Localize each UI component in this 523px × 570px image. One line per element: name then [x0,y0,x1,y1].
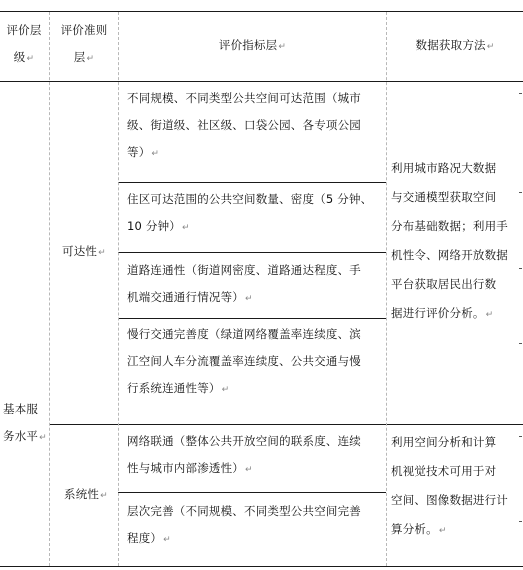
header-method: 数据获取方法↵ [415,38,495,52]
column-guide [118,12,119,566]
edge-tick [519,343,522,344]
indicator-item-4: 慢行交通完善度（绿道网络覆盖率连续度、滨 江空间人车分流覆盖率连续度、公共交通与慢 行系统连通性等）↵ [127,327,361,395]
header-indicator: 评价指标层↵ [218,38,287,52]
row-divider [118,492,386,493]
edge-tick [519,93,522,94]
row-divider [118,182,386,183]
indicator-item-1: 不同规模、不同类型公共空间可达范围（城市 级、街道级、社区级、口袋公园、各专项公园 等）↵ [127,91,361,159]
row-divider [118,252,386,253]
column-guide [49,12,50,566]
criterion-accessibility: 可达性↵ [62,244,106,258]
table-top-rule [0,11,523,12]
criterion-systematic: 系统性↵ [64,487,108,501]
method-systematic: 利用空间分析和计算 机视觉技术可用于对 空间、图像数据进行计 算分析。↵ [391,435,508,536]
indicator-item-2: 住区可达范围的公共空间数量、密度（5 分钟、 10 分钟）↵ [127,192,373,233]
indicator-item-3: 道路连通性（街道网密度、道路通达程度、手 机端交通通行情况等）↵ [127,263,361,304]
method-accessibility: 利用城市路况大数据 与交通模型获取空间 分布基础数据；利用手 机性令、网络开放数据 平台获取居民出行数 据进行评价分析。↵ [391,161,508,320]
indicator-item-5: 网络联通（整体公共开放空间的联系度、连续 性与城市内部渗透性）↵ [127,434,361,475]
header-bottom-rule [0,81,523,82]
table-bottom-rule [0,566,523,567]
header-level: 评价层 级↵ [6,23,42,64]
level-cell: 基本服 务水平↵ [3,402,47,443]
header-criterion: 评价准则 层↵ [60,23,108,64]
indicator-item-6: 层次完善（不同规模、不同类型公共空间完善 程度）↵ [127,504,361,545]
group-divider [49,424,523,425]
column-guide [386,12,387,566]
row-divider [118,318,386,319]
